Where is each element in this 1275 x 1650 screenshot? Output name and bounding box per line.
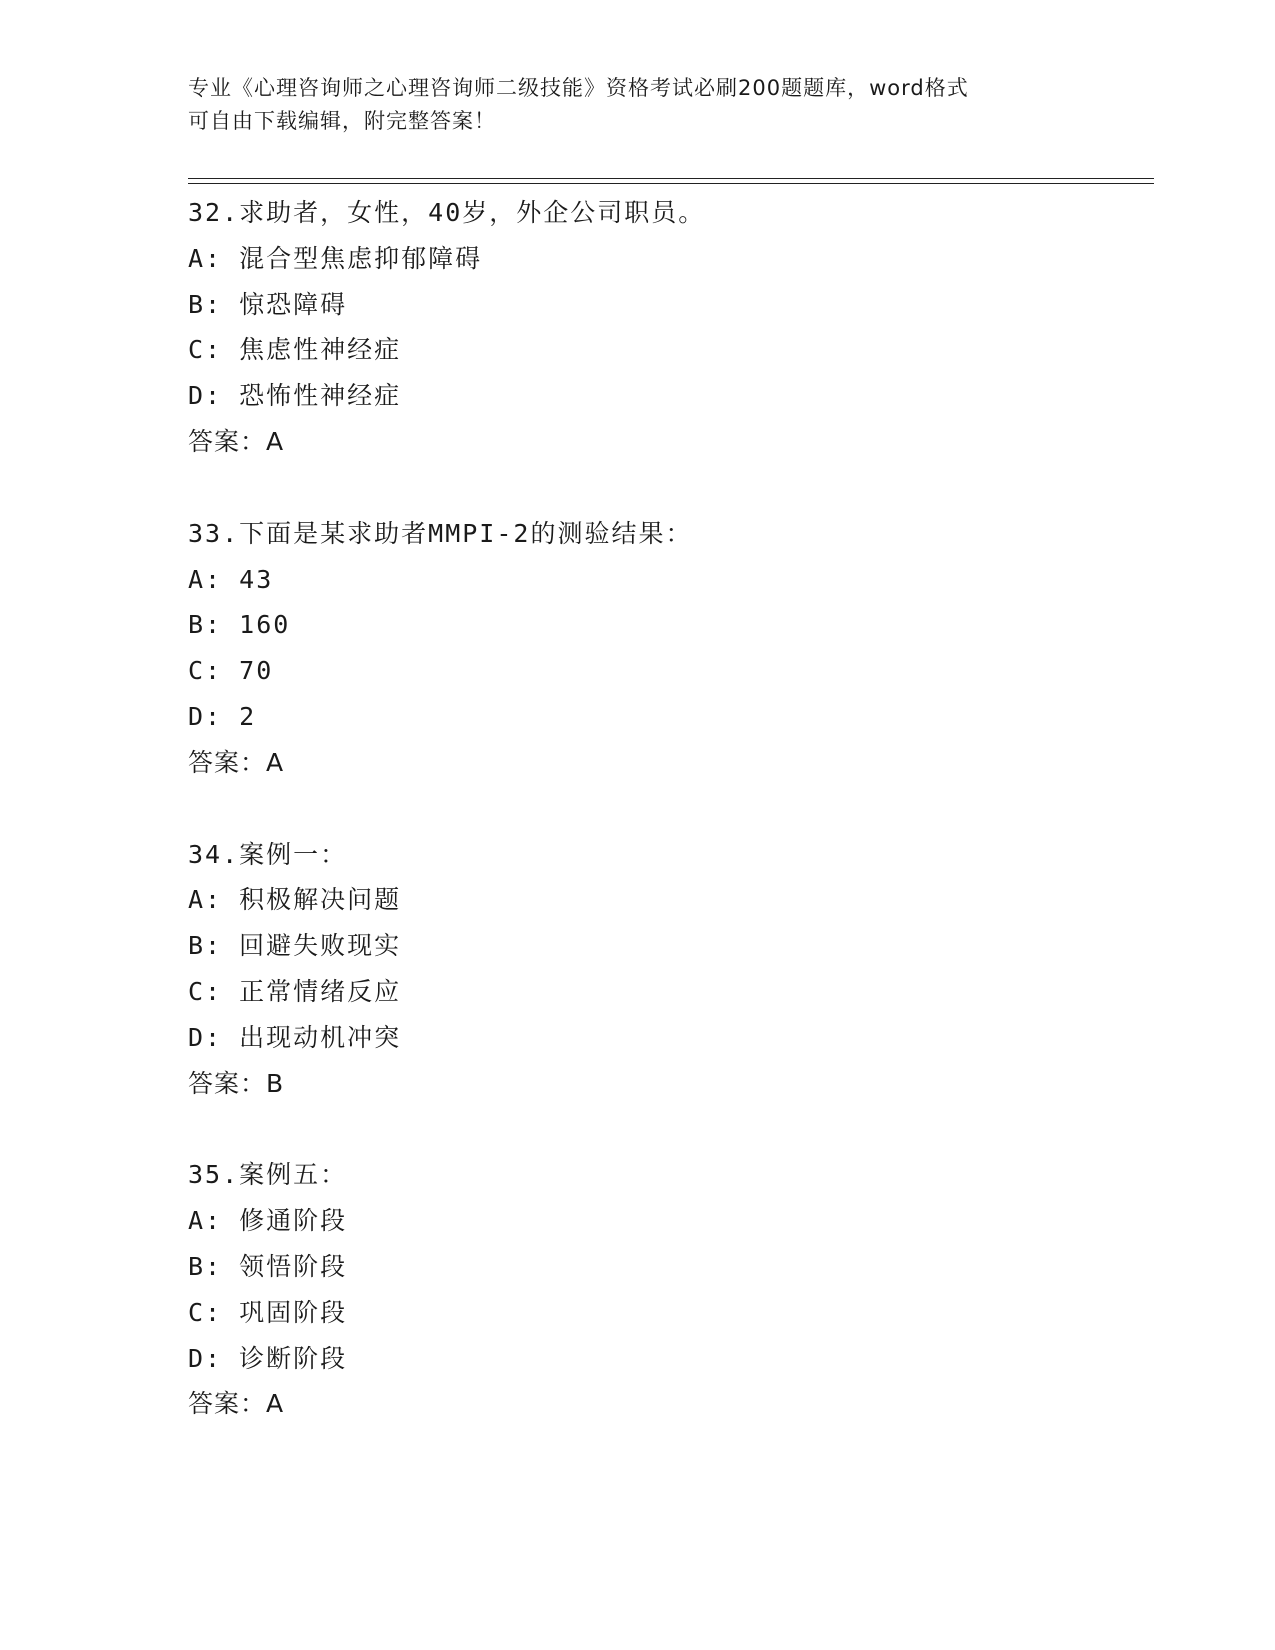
question-32 <box>188 190 1154 465</box>
option-b: B: 回避失败现实 <box>188 931 402 961</box>
option-c: C: 焦虑性神经症 <box>188 335 402 365</box>
question-stem: 32.求助者，女性，40岁，外企公司职员。 <box>188 198 706 227</box>
option-b: B: 惊恐障碍 <box>188 289 348 319</box>
option-c: C: 巩固阶段 <box>188 1297 348 1327</box>
header-divider-top <box>188 178 1154 179</box>
question-stem: 35.案例五： <box>188 1160 348 1190</box>
option-a: A: 混合型焦虑抑郁障碍 <box>188 243 483 273</box>
answer: 答案：B <box>188 1068 285 1098</box>
question-stem: 34.案例一： <box>188 839 348 869</box>
option-a: A: 积极解决问题 <box>188 885 402 915</box>
answer: 答案：A <box>188 747 285 777</box>
question-33 <box>188 511 1154 786</box>
option-b: B: 160 <box>188 610 291 640</box>
header-divider-bottom <box>188 183 1154 184</box>
header-line-1: 专业《心理咨询师之心理咨询师二级技能》资格考试必刷200题题库，word格式 <box>188 76 969 100</box>
option-a: A: 修通阶段 <box>188 1206 348 1236</box>
answer: 答案：A <box>188 426 285 456</box>
question-stem: 33.下面是某求助者MMPI-2的测验结果： <box>188 518 693 548</box>
option-d: D: 出现动机冲突 <box>188 1022 402 1052</box>
option-c: C: 正常情绪反应 <box>188 976 402 1006</box>
question-35 <box>188 1152 1154 1427</box>
option-d: D: 恐怖性神经症 <box>188 381 402 411</box>
option-d: D: 2 <box>188 701 257 731</box>
option-c: C: 70 <box>188 656 274 686</box>
option-d: D: 诊断阶段 <box>188 1343 348 1373</box>
question-list <box>188 190 1154 1473</box>
answer: 答案：A <box>188 1389 285 1419</box>
option-b: B: 领悟阶段 <box>188 1251 348 1281</box>
option-a: A: 43 <box>188 564 274 594</box>
document-header <box>188 72 1088 138</box>
header-line-2: 可自由下载编辑，附完整答案！ <box>188 109 496 133</box>
question-34 <box>188 832 1154 1107</box>
